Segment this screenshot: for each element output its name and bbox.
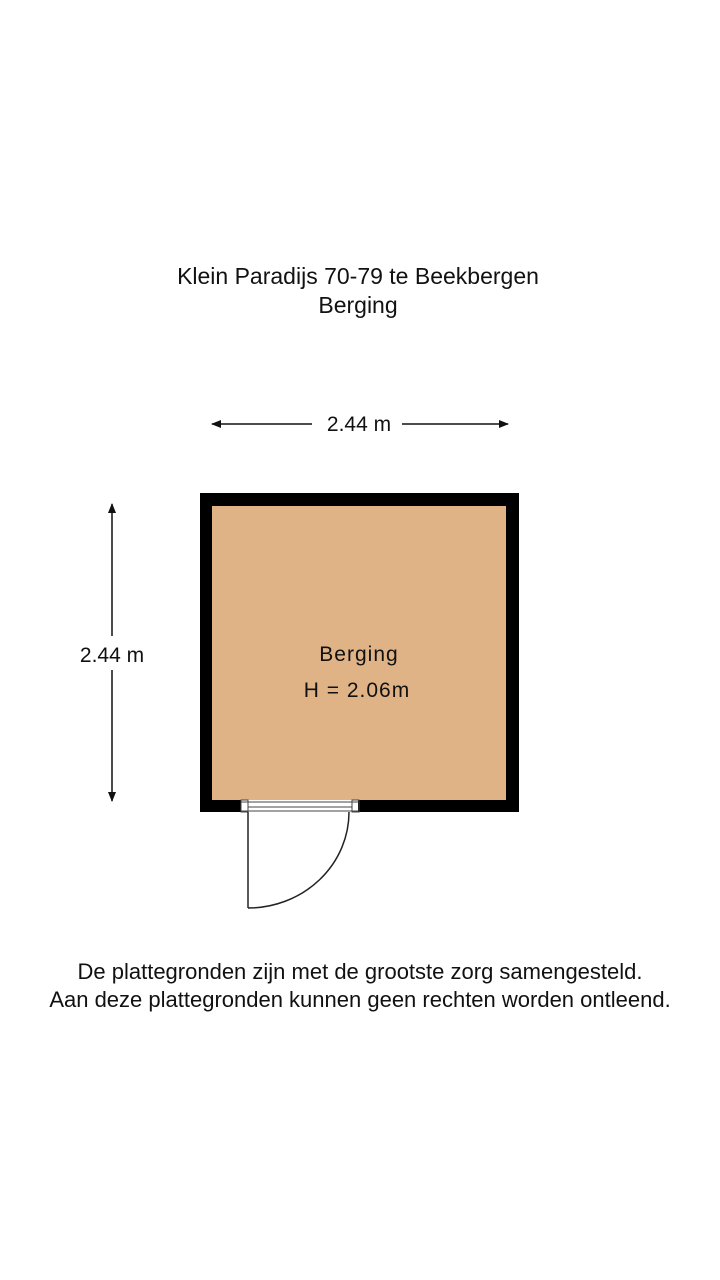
- floor-name: Berging: [318, 292, 398, 318]
- disclaimer-line-2: Aan deze plattegronden kunnen geen rechten worden ontleend.: [49, 987, 671, 1012]
- room-height-label: H = 2.06m: [303, 679, 411, 702]
- door: [241, 800, 359, 908]
- room-name-label: Berging: [319, 643, 399, 666]
- width-dimension-label: 2.44 m: [326, 413, 392, 436]
- width-dimension: [212, 413, 508, 436]
- depth-dimension: [80, 504, 144, 801]
- address-title: Klein Paradijs 70-79 te Beekbergen: [177, 263, 539, 289]
- disclaimer-line-1: De plattegronden zijn met de grootste zorg samengesteld.: [77, 959, 643, 984]
- depth-dimension-label: 2.44 m: [79, 644, 145, 667]
- disclaimer: [0, 958, 720, 1014]
- door-swing-arc: [248, 812, 349, 908]
